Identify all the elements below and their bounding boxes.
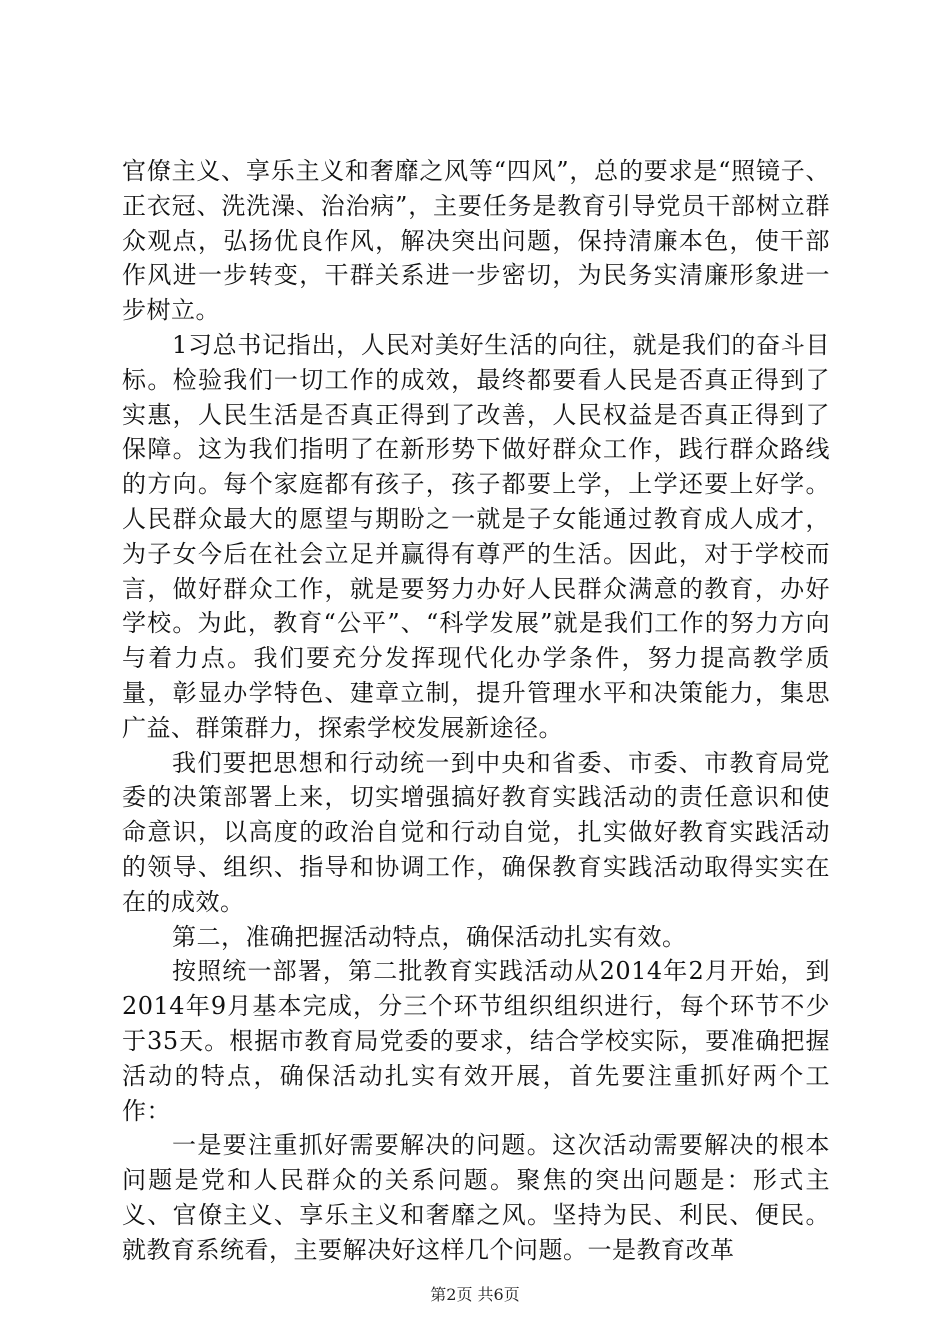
paragraph-schedule: 按照统一部署，第二批教育实践活动从2014年2月开始，到2014年9月基本完成，分三个环节组织组织进行，每个环节不少于35天。根据市教育局党委的要求，结合学校实际，要准确把握活动的特点，确保活动扎实有效开展，首先要注重抓好两个工作： <box>122 957 830 1125</box>
section-heading-second: 第二，准确把握活动特点，确保活动扎实有效。 <box>172 922 687 951</box>
paragraph-problems: 一是要注重抓好需要解决的问题。这次活动需要解决的根本问题是党和人民群众的关系问题。聚焦的突出问题是：形式主义、官僚主义、享乐主义和奢靡之风。坚持为民、利民、便民。就教育系统看，主要解决好这样几个问题。一是教育改革 <box>122 1131 830 1264</box>
paragraph-unify-thought: 我们要把思想和行动统一到中央和省委、市委、市教育局党委的决策部署上来，切实增强搞好教育实践活动的责任意识和使命意识，以高度的政治自觉和行动自觉，扎实做好教育实践活动的领导、组织、指导和协调工作，确保教育实践活动取得实实在在的成效。 <box>122 748 830 916</box>
paragraph-xi-quote: 1习总书记指出，人民对美好生活的向往，就是我们的奋斗目标。检验我们一切工作的成效，最终都要看人民是否真正得到了实惠，人民生活是否真正得到了改善，人民权益是否真正得到了保障。这为我们指明了在新形势下做好群众工作，践行群众路线的方向。每个家庭都有孩子，孩子都要上学，上学还要上好学。人民群众最大的愿望与期盼之一就是子女能通过教育成人成才，为子女今后在社会立足并赢得有尊严的生活。因此，对于学校而言，做好群众工作，就是要努力办好人民群众满意的教育，办好学校。为此，教育“公平”、“科学发展”就是我们工作的努力方向与着力点。我们要充分发挥现代化办学条件，努力提高教学质量，彰显办学特色、建章立制，提升管理水平和决策能力，集思广益、群策群力，探索学校发展新途径。 <box>122 330 830 742</box>
page-footer: 第2页 共6页 <box>430 1285 520 1304</box>
paragraph-continuation: 官僚主义、享乐主义和奢靡之风等“四风”，总的要求是“照镜子、正衣冠、洗洗澡、治治病”，主要任务是教育引导党员干部树立群众观点，弘扬优良作风，解决突出问题，保持清廉本色，使干部作风进一步转变，干群关系进一步密切，为民务实清廉形象进一步树立。 <box>122 157 830 325</box>
document-body <box>122 154 830 1268</box>
